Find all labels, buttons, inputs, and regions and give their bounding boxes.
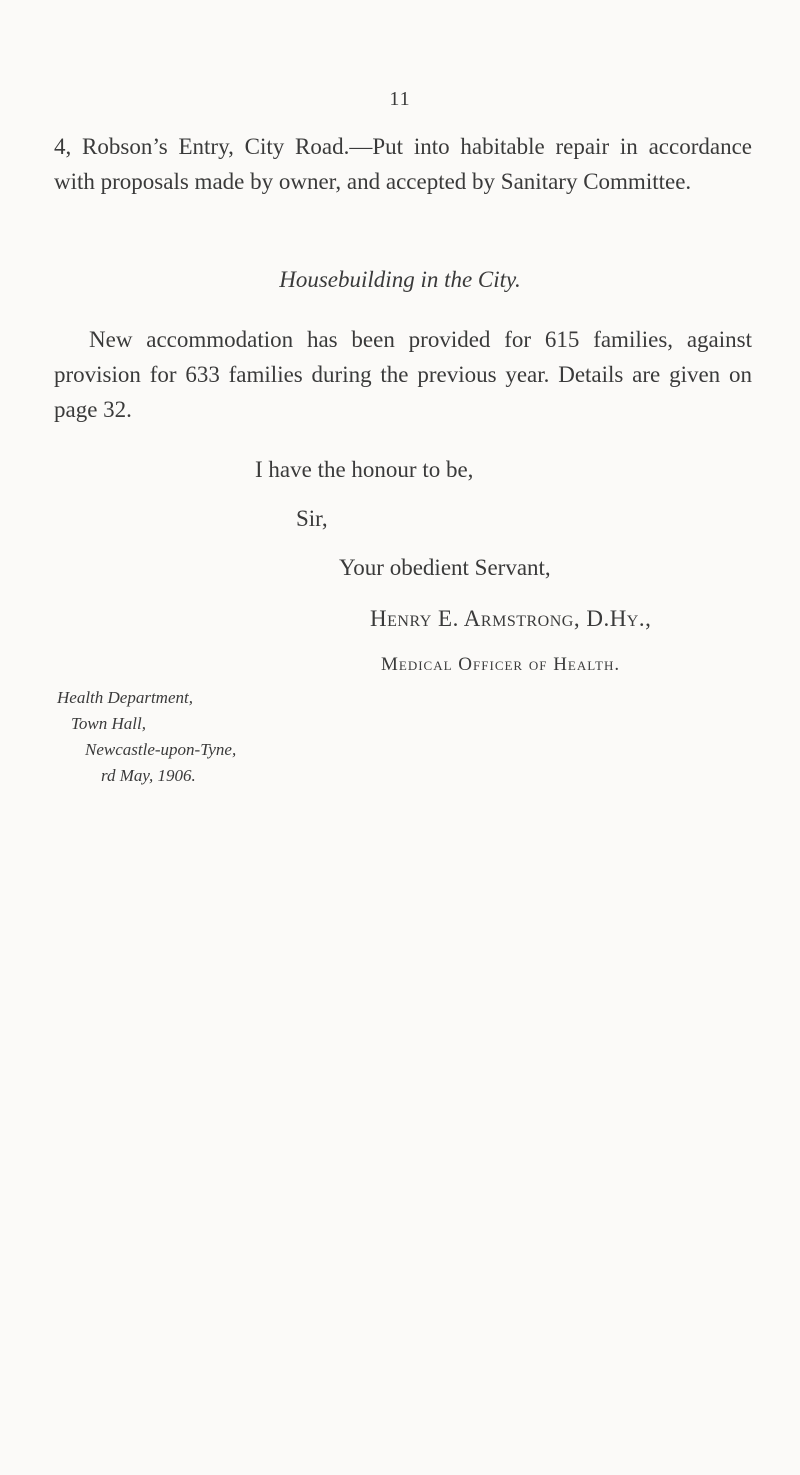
section-heading: Housebuilding in the City. [279,267,521,292]
closing-line-honour: I have the honour to be, [255,457,474,482]
signature-title: Medical Officer of Health. [381,654,621,675]
address-line-department: Health Department, [57,688,193,707]
closing-line-servant: Your obedient Servant, [339,555,551,580]
address-block [57,685,236,789]
paragraph-housebuilding: New accommodation has been provided for 615 families, against provision for 633 families during the previous year. Details are given on page 32. [54,327,752,422]
address-line-date: rd May, 1906. [101,766,196,785]
closing-line-sir: Sir, [296,506,328,531]
address-line-town-hall: Town Hall, [71,714,146,733]
signature-name: Henry E. Armstrong, D.Hy., [370,606,652,631]
page-number: 11 [389,88,411,110]
paragraph-robsons-entry: 4, Robson’s Entry, City Road.—Put into habitable repair in accordance with proposals made by owner, and accepted by Sanitary Committee. [54,134,752,194]
address-line-city: Newcastle-upon-Tyne, [85,740,237,759]
